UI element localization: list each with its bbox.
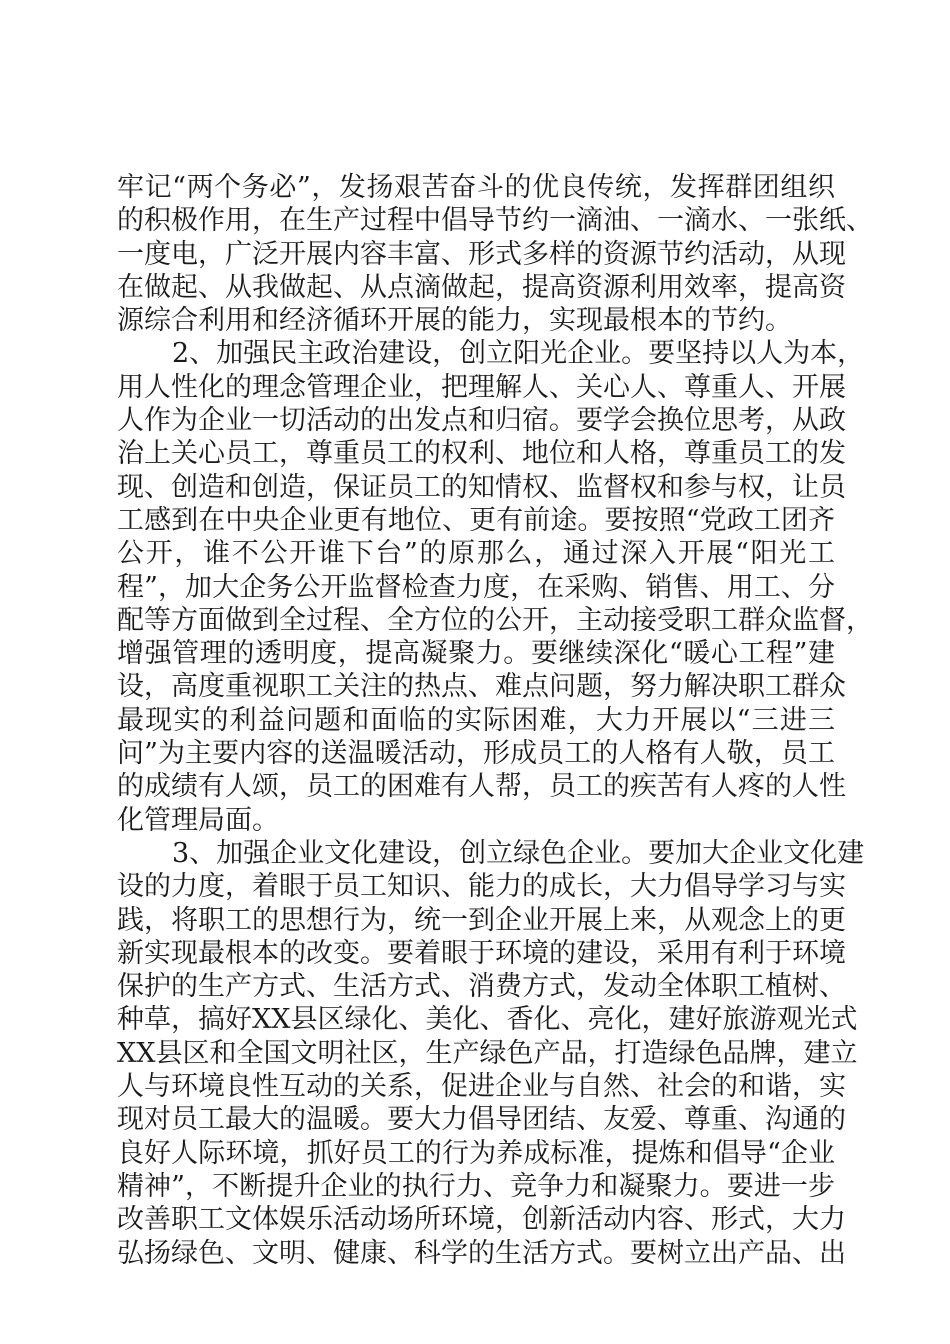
text-line: 现对员工最大的温暖。要大力倡导团结、友爱、尊重、沟通的 xyxy=(117,1104,846,1136)
text-line: 践，将职工的思想行为，统一到企业开展上来，从观念上的更 xyxy=(117,904,846,936)
text-line: 在做起、从我做起、从点滴做起，提高资源利用效率，提高资 xyxy=(117,271,846,303)
text-line: 问”为主要内容的送温暖活动，形成员工的人格有人敬，员工 xyxy=(117,738,835,770)
text-line: 弘扬绿色、文明、健康、科学的生活方式。要树立出产品、出 xyxy=(117,1237,846,1269)
text-line: 新实现最根本的改变。要着眼于环境的建设，采用有利于环境 xyxy=(117,937,846,969)
text-line: 现、创造和创造，保证员工的知情权、监督权和参与权，让员 xyxy=(117,471,846,503)
text-line: 的积极作用，在生产过程中倡导节约一滴油、一滴水、一张纸、 xyxy=(117,205,873,237)
text-line: 人作为企业一切活动的出发点和归宿。要学会换位思考，从政 xyxy=(117,405,846,437)
text-line: 工感到在中央企业更有地位、更有前途。要按照“党政工团齐 xyxy=(117,504,835,536)
text-line: 最现实的利益问题和面临的实际困难，大力开展以“三进三 xyxy=(117,704,835,736)
text-line: 程”，加大企务公开监督检查力度，在采购、销售、用工、分 xyxy=(117,571,835,603)
text-line: 一度电，广泛开展内容丰富、形式多样的资源节约活动，从现 xyxy=(117,238,846,270)
text-line: 公开，谁不公开谁下台”的原那么，通过深入开展“阳光工 xyxy=(117,538,835,570)
text-line: 2、加强民主政治建设，创立阳光企业。要坚持以人为本， xyxy=(172,338,865,370)
text-line: 3、加强企业文化建设，创立绿色企业。要加大企业文化建 xyxy=(172,837,865,869)
text-line: 设的力度，着眼于员工知识、能力的成长，大力倡导学习与实 xyxy=(117,871,846,903)
text-line: 增强管理的透明度，提高凝聚力。要继续深化“暖心工程”建 xyxy=(117,638,835,670)
text-line: 牢记“两个务必”，发扬艰苦奋斗的优良传统，发挥群团组织 xyxy=(117,172,835,203)
text-line: 设，高度重视职工关注的热点、难点问题，努力解决职工群众 xyxy=(117,671,846,703)
text-line: 良好人际环境，抓好员工的行为养成标准，提炼和倡导“企业 xyxy=(117,1137,835,1169)
text-line: 源综合利用和经济循环开展的能力，实现最根本的节约。 xyxy=(117,305,792,337)
text-line: 的成绩有人颂，员工的困难有人帮，员工的疾苦有人疼的人性 xyxy=(117,771,846,803)
text-line: 配等方面做到全过程、全方位的公开，主动接受职工群众监督， xyxy=(117,604,873,636)
text-line: XX县区和全国文明社区，生产绿色产品，打造绿色品牌，建立 xyxy=(117,1037,858,1069)
text-line: 精神”，不断提升企业的执行力、竞争力和凝聚力。要进一步 xyxy=(117,1170,835,1202)
document-body xyxy=(117,171,873,1270)
text-line: 化管理局面。 xyxy=(117,804,279,836)
text-line: 改善职工文体娱乐活动场所环境，创新活动内容、形式，大力 xyxy=(117,1204,846,1236)
text-line: 种草，搞好XX县区绿化、美化、香化、亮化，建好旅游观光式 xyxy=(117,1004,858,1036)
text-line: 保护的生产方式、生活方式、消费方式，发动全体职工植树、 xyxy=(117,971,846,1003)
text-line: 用人性化的理念管理企业，把理解人、关心人、尊重人、开展 xyxy=(117,371,846,403)
text-line: 治上关心员工，尊重员工的权利、地位和人格，尊重员工的发 xyxy=(117,438,846,470)
text-line: 人与环境良性互动的关系，促进企业与自然、社会的和谐，实 xyxy=(117,1071,846,1103)
